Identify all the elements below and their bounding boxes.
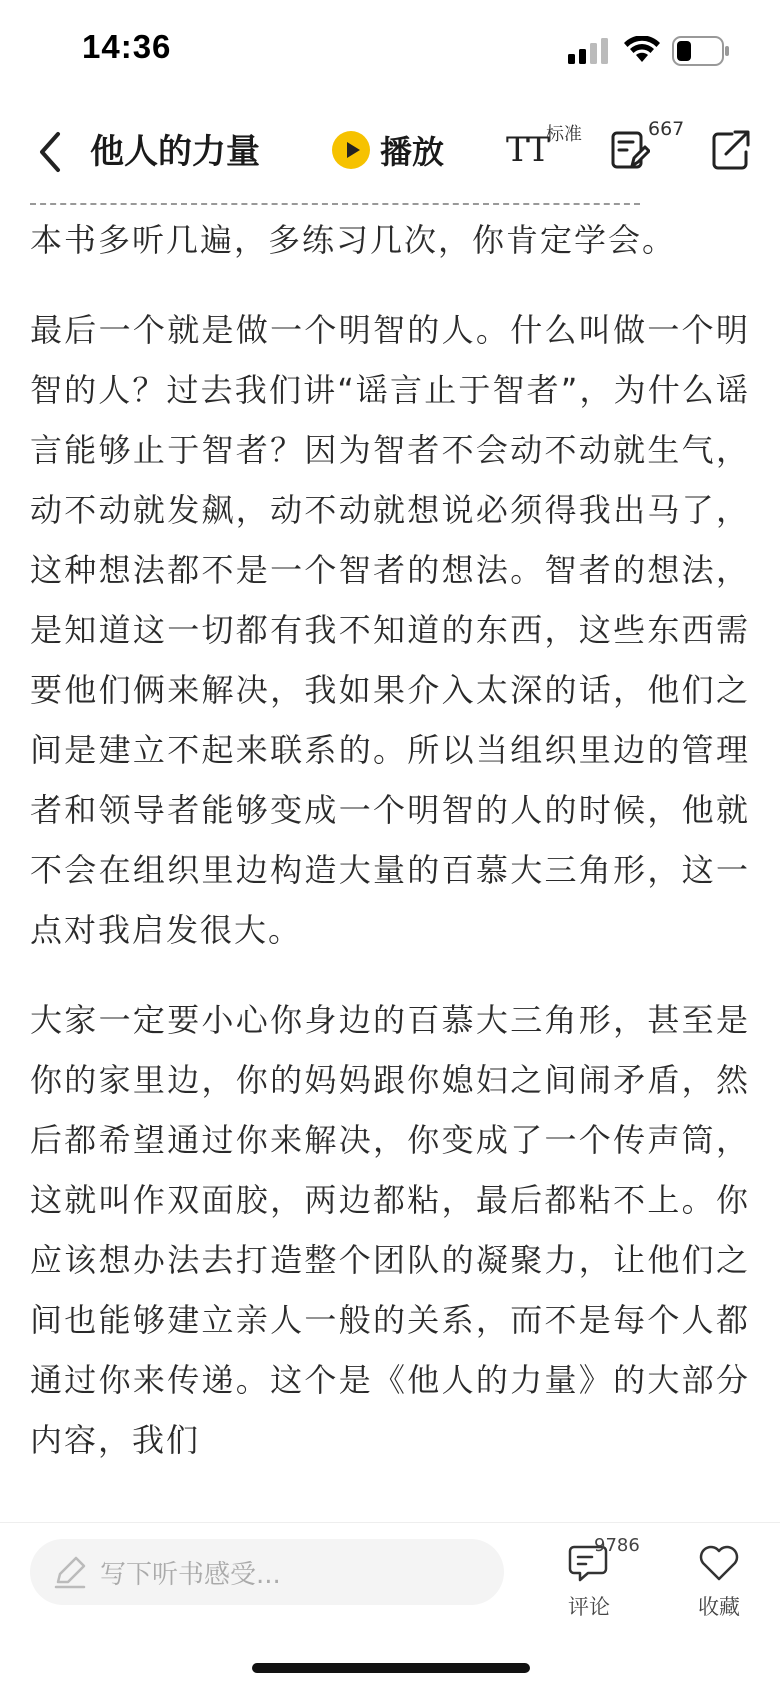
previous-line-underline xyxy=(30,203,640,205)
bottom-bar xyxy=(0,1522,780,1688)
share-icon[interactable] xyxy=(710,126,750,172)
heart-icon xyxy=(698,1543,740,1583)
wifi-icon xyxy=(624,36,660,64)
play-button[interactable] xyxy=(332,120,444,180)
book-title: 他人的力量 xyxy=(90,132,260,172)
home-indicator[interactable] xyxy=(252,1663,530,1673)
font-size-label: 标准 xyxy=(546,124,582,145)
comments-label: 评论 xyxy=(568,1595,610,1619)
notes-icon[interactable] xyxy=(610,128,650,172)
play-label: 播放 xyxy=(380,133,445,171)
status-bar xyxy=(0,0,780,100)
comment-input[interactable] xyxy=(30,1539,504,1605)
notes-count: 667 xyxy=(648,118,685,140)
nav-bar xyxy=(0,110,780,196)
status-time: 14:36 xyxy=(82,28,172,65)
paragraph: 本书多听几遍，多练习几次，你肯定学会。 xyxy=(30,221,677,259)
comments-button[interactable] xyxy=(560,1535,640,1625)
paragraph: 最后一个就是做一个明智的人。什么叫做一个明智的人？过去我们讲“谣言止于智者”，为什么谣言能够止于智者？因为智者不会动不动就生气，动不动就发飙，动不动就想说必须得我出马了，这种想法都不是一个智者的想法。智者的想法，是知道这一切都有我不知道的东西，这些东西需要他们俩来解决，我如果介入太深的话，他们之间是建立不起来联系的。所以当组织里边的管理者和领导者能够变成一个明智的人的时候，他就不会在组织里边构造大量的百慕大三角形，这一点对我启发很大。 xyxy=(30,311,750,949)
comment-placeholder: 写下听书感受... xyxy=(100,1559,281,1590)
back-chevron-icon[interactable] xyxy=(34,126,68,178)
battery-icon xyxy=(672,36,730,66)
font-size-icon[interactable]: TT xyxy=(506,130,548,170)
article-content xyxy=(30,210,750,1520)
favorite-button[interactable] xyxy=(690,1535,770,1625)
paragraph: 大家一定要小心你身边的百慕大三角形，甚至是你的家里边，你的妈妈跟你媳妇之间闹矛盾，然后都希望通过你来解决，你变成了一个传声筒，这就叫作双面胶，两边都粘，最后都粘不上。你应该想办法去打造整个团队的凝聚力，让他们之间也能够建立亲人一般的关系，而不是每个人都通过你来传递。这个是《他人的力量》的大部分内容，我们 xyxy=(30,1001,750,1459)
comments-count: 9786 xyxy=(594,1535,640,1556)
play-icon xyxy=(332,131,370,169)
cellular-signal-icon xyxy=(568,38,610,64)
favorite-label: 收藏 xyxy=(698,1595,740,1619)
pen-icon xyxy=(52,1554,88,1590)
